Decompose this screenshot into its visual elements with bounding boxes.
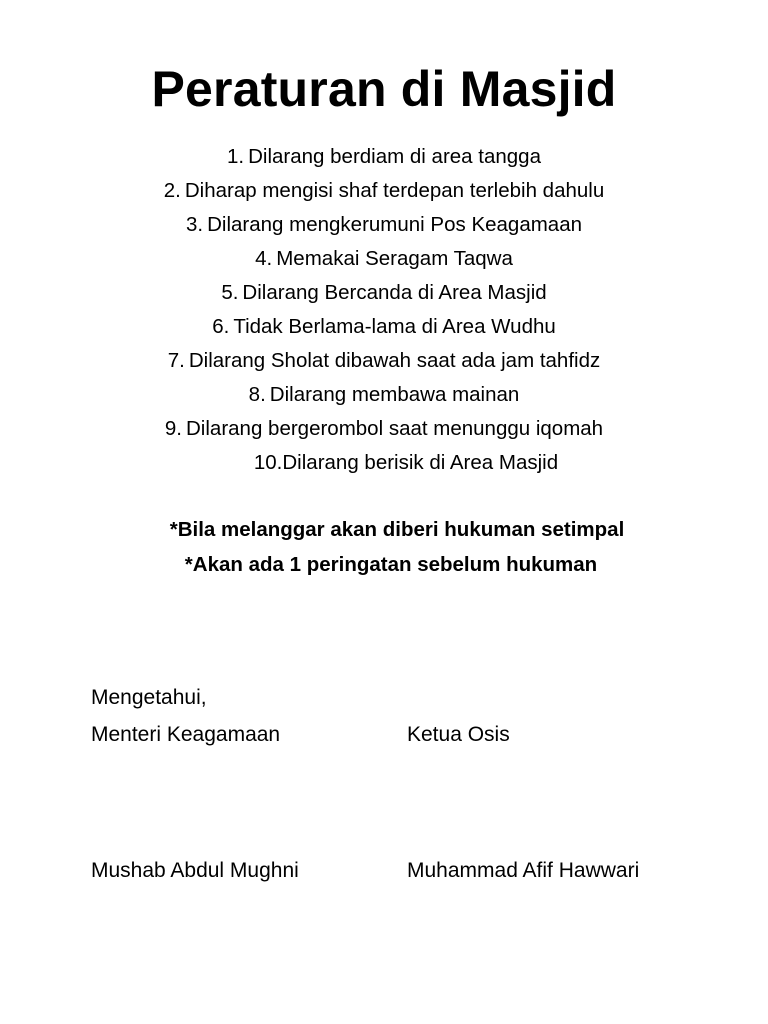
- rule-text: Diharap mengisi shaf terdepan terlebih dahulu: [184, 179, 605, 202]
- rule-text: Dilarang Bercanda di Area Masjid: [242, 281, 547, 304]
- penalty-note: *Bila melanggar akan diberi hukuman setimpal: [169, 518, 625, 541]
- rule-item: [0, 208, 768, 242]
- rule-text: Dilarang berisik di Area Masjid: [282, 451, 559, 474]
- rule-number: 4.: [255, 247, 273, 270]
- rule-text: Memakai Seragam Taqwa: [276, 247, 513, 270]
- rule-item: [0, 242, 768, 276]
- rule-item: [0, 174, 768, 208]
- rule-item: [0, 310, 768, 344]
- rule-number: 5.: [221, 281, 239, 304]
- left-signatory-name: Mushab Abdul Mughni: [91, 859, 299, 882]
- rule-number: 10.: [253, 451, 283, 474]
- rule-number: 8.: [248, 383, 266, 406]
- rule-number: 9.: [164, 417, 182, 440]
- rule-text: Dilarang bergerombol saat menunggu iqomah: [186, 417, 604, 440]
- rule-number: 7.: [167, 349, 185, 372]
- penalty-notes: [0, 512, 768, 582]
- right-signatory-role: Ketua Osis: [407, 723, 510, 746]
- rule-item: [0, 276, 768, 310]
- warning-note: *Akan ada 1 peringatan sebelum hukuman: [184, 553, 598, 576]
- rule-text: Dilarang mengkerumuni Pos Keagamaan: [207, 213, 582, 236]
- rule-item: [0, 140, 768, 174]
- right-signatory-name: Muhammad Afif Hawwari: [407, 859, 640, 882]
- rule-item: [0, 344, 768, 378]
- document-title: Peraturan di Masjid: [151, 61, 617, 117]
- rule-number: 2.: [163, 179, 181, 202]
- rule-text: Dilarang membawa mainan: [269, 383, 520, 406]
- rule-item: [0, 412, 768, 446]
- left-signatory-role: Menteri Keagamaan: [91, 723, 281, 746]
- rule-number: 3.: [185, 213, 204, 236]
- rule-text: Dilarang Sholat dibawah saat ada jam tahfidz: [188, 349, 601, 372]
- rule-number: 1.: [227, 145, 245, 168]
- rule-number: 6.: [212, 315, 230, 338]
- rule-text: Dilarang berdiam di area tangga: [248, 145, 541, 168]
- rules-list: [0, 140, 768, 480]
- acknowledge-label: Mengetahui,: [91, 686, 207, 709]
- rule-item: [0, 446, 768, 480]
- rule-item: [0, 378, 768, 412]
- rule-text: Tidak Berlama-lama di Area Wudhu: [233, 315, 556, 338]
